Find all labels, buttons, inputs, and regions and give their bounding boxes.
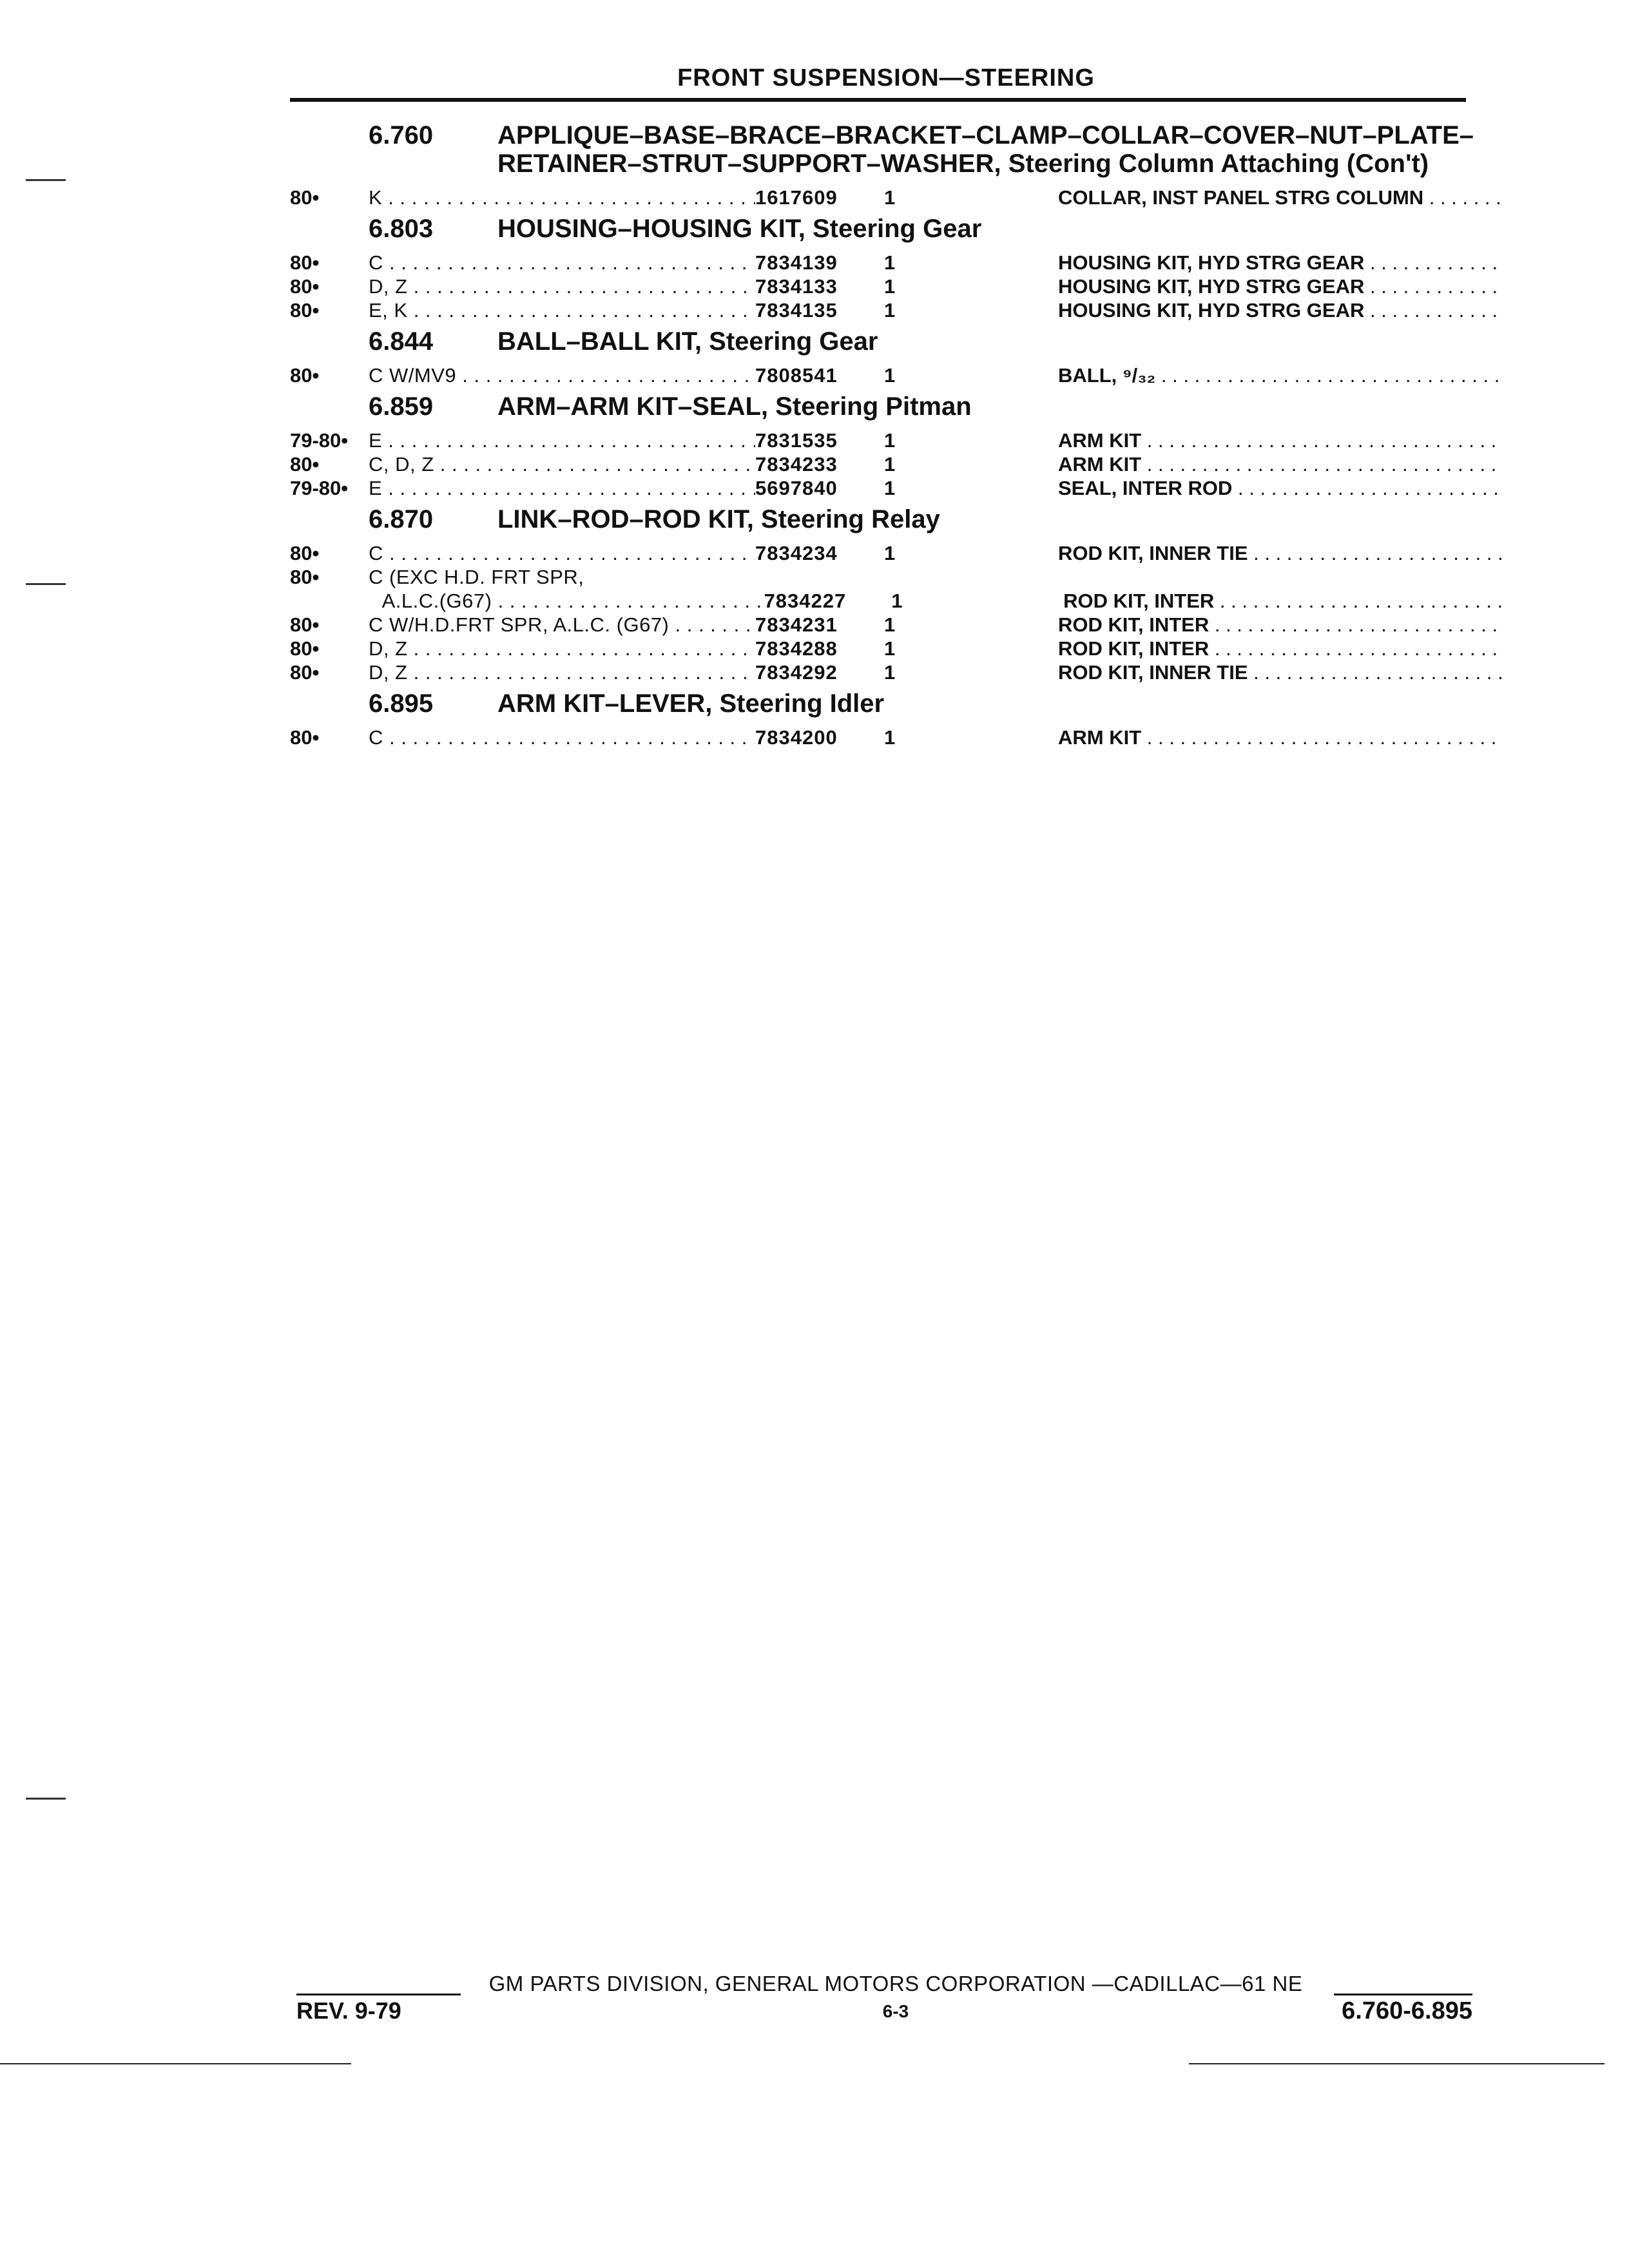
part-row [290,660,1501,684]
description-text: HOUSING KIT, HYD STRG GEAR [1058,251,1365,274]
part-description [1058,363,1501,387]
part-number: 7834135 [755,299,838,322]
part-row [290,589,1501,613]
group-range: 6.760-6.895 [1342,1997,1472,2024]
model-code: E . . . [369,428,755,452]
parts-group [290,392,1501,500]
page-title: FRONT SUSPENSION—STEERING [677,64,1095,91]
quantity: 1 [884,186,896,209]
margin-mark [26,179,66,181]
part-description [1058,613,1501,637]
model-year: 80• [290,542,320,564]
description-text: ARM KIT [1058,726,1142,749]
revision-label: REV. 9-79 [296,1997,401,2024]
parts-group [290,327,1501,387]
part-number: 7834234 [755,542,838,564]
quantity: 1 [884,453,896,476]
quantity: 1 [884,661,896,684]
part-description [1058,251,1501,274]
parts-listing [290,121,1501,754]
part-description [1058,660,1501,684]
part-row [290,428,1501,452]
page-number: 6-3 [882,2001,909,2021]
description-text: HOUSING KIT, HYD STRG GEAR [1058,299,1365,322]
bottom-rule [0,2063,351,2064]
description-text: ROD KIT, INNER TIE [1058,542,1248,564]
bottom-rule [1189,2063,1605,2064]
description-text: HOUSING KIT, HYD STRG GEAR [1058,275,1365,298]
part-row [290,251,1501,274]
model-code: C W/MV9 . . . [369,363,755,387]
part-row [290,363,1501,387]
quantity: 1 [884,429,896,452]
model-code: C . . . [369,726,755,749]
margin-mark [26,583,66,585]
part-number: 7834292 [755,661,838,684]
parts-group [290,121,1501,209]
model-year: 80• [290,726,320,749]
group-title: ARM KIT–LEVER, Steering Idler [497,689,885,718]
model-year: 80• [290,275,320,298]
part-number: 7808541 [755,364,838,387]
model-year: 80• [290,637,320,660]
part-description [1058,428,1501,452]
description-text: ROD KIT, INTER [1058,637,1210,660]
quantity: 1 [884,613,896,636]
quantity: 1 [884,299,896,322]
description-text: COLLAR, INST PANEL STRG COLUMN [1058,186,1424,209]
parts-group [290,689,1501,749]
model-year: 79-80• [290,429,349,452]
quantity: 1 [891,590,903,612]
quantity: 1 [884,251,896,274]
group-number: 6.859 [369,392,434,421]
part-number: 7834133 [755,275,838,298]
group-number: 6.803 [369,215,434,243]
description-text: ARM KIT [1058,429,1142,452]
group-number: 6.844 [369,327,434,356]
group-title: BALL–BALL KIT, Steering Gear [497,327,878,356]
part-number: 7834231 [755,613,838,636]
part-number: 7834233 [755,453,838,476]
model-code: C W/H.D.FRT SPR, A.L.C. (G67) . . . [369,613,755,637]
group-title: HOUSING–HOUSING KIT, Steering Gear [497,215,982,243]
model-code: C . . . [369,541,755,565]
part-description [1058,476,1501,500]
model-code: D, Z . . . [369,637,755,660]
model-code: C . . . [369,251,755,274]
quantity: 1 [884,364,896,387]
model-code: C (EXC H.D. FRT SPR, [369,566,584,588]
footer-division: GM PARTS DIVISION, GENERAL MOTORS CORPORATION —CADILLAC—61 NE [488,1972,1303,1995]
model-year: 79-80• [290,477,349,499]
group-header [369,505,1501,533]
part-description [1063,589,1501,613]
group-title: APPLIQUE–BASE–BRACE–BRACKET–CLAMP–COLLAR–COVER–NUT–PLATE–RETAINER–STRUT–SUPPORT–WASHER, Steering Column Attaching (Con't) [497,121,1474,178]
group-number: 6.870 [369,505,434,533]
model-code: D, Z . . . [369,660,755,684]
part-number: 7834227 [764,590,847,612]
model-year: 80• [290,364,320,387]
model-code: C, D, Z . . . [369,452,755,476]
part-row [290,452,1501,476]
part-row [290,274,1501,298]
part-description [1058,186,1501,209]
part-description [1058,637,1501,660]
model-year: 80• [290,453,320,476]
group-title: ARM–ARM KIT–SEAL, Steering Pitman [497,392,972,421]
model-code: A.L.C.(G67) . . . [368,589,764,613]
part-description [1058,541,1501,565]
model-year: 80• [290,186,320,209]
description-text: BALL, ⁹/₃₂ [1058,364,1156,387]
part-row [290,726,1501,749]
group-number: 6.760 [369,121,434,149]
group-title: LINK–ROD–ROD KIT, Steering Relay [497,505,940,533]
model-code: E, K . . . [369,298,755,322]
model-year: 80• [290,251,320,274]
part-number: 5697840 [755,477,838,499]
description-text: SEAL, INTER ROD [1058,477,1233,499]
part-row [290,298,1501,322]
model-code: D, Z . . . [369,274,755,298]
quantity: 1 [884,477,896,499]
part-row [290,565,1501,589]
model-code: E . . . [369,476,755,500]
description-text: ARM KIT [1058,453,1142,476]
part-description [1058,274,1501,298]
part-number: 7831535 [755,429,838,452]
part-number: 1617609 [755,186,838,209]
part-description [1058,298,1501,322]
title-rule [290,98,1466,102]
part-row [290,613,1501,637]
part-row [290,637,1501,660]
part-number: 7834139 [755,251,838,274]
footer-rule [1334,1994,1472,1995]
model-year: 80• [290,299,320,322]
model-year: 80• [290,566,320,588]
parts-group [290,505,1501,684]
model-year: 80• [290,613,320,636]
quantity: 1 [884,542,896,564]
group-header [369,327,1501,356]
part-row [290,476,1501,500]
part-row [290,186,1501,209]
quantity: 1 [884,726,896,749]
quantity: 1 [884,275,896,298]
part-number: 7834288 [755,637,838,660]
part-description [1058,452,1501,476]
part-row [290,541,1501,565]
quantity: 1 [884,637,896,660]
parts-group [290,215,1501,322]
group-header [369,392,1501,421]
part-number: 7834200 [755,726,838,749]
group-header [369,121,1501,178]
part-description [1058,726,1501,749]
model-year: 80• [290,661,320,684]
group-number: 6.895 [369,689,434,718]
margin-mark [26,1798,66,1800]
model-code: K . . . [369,186,755,209]
group-header [369,215,1501,243]
group-header [369,689,1501,718]
description-text: ROD KIT, INTER [1063,590,1215,612]
description-text: ROD KIT, INTER [1058,613,1210,636]
description-text: ROD KIT, INNER TIE [1058,661,1248,684]
